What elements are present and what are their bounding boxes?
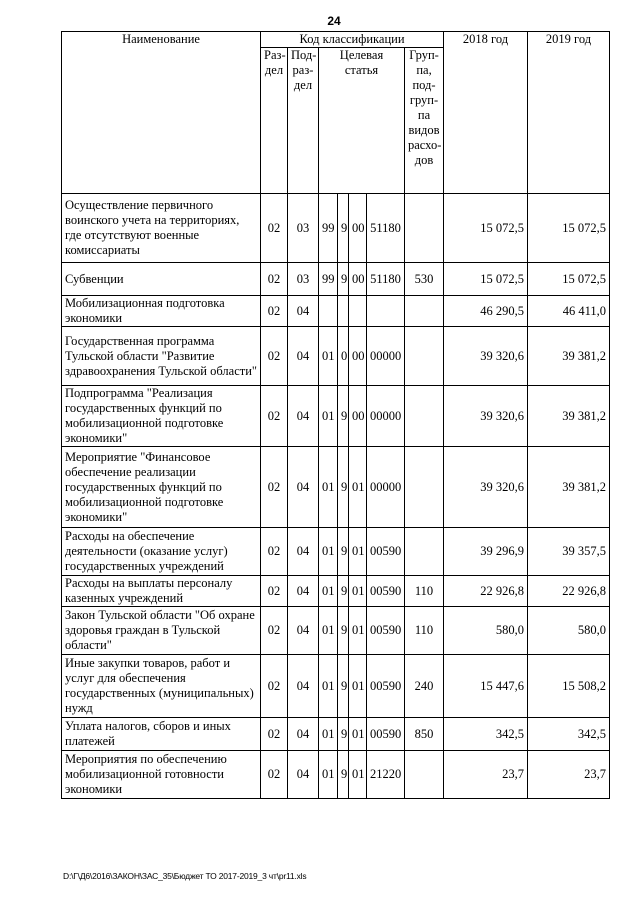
row-name: Уплата налогов, сборов и иных платежей [62, 718, 261, 751]
row-amount-2018: 15 447,6 [444, 655, 528, 718]
row-target-program: 01 [319, 607, 338, 655]
row-target-program: 99 [319, 194, 338, 263]
row-target-subprogram: 9 [338, 718, 349, 751]
file-path-footer: D:\Г\Д6\2016\ЗАКОН\ЗАС_35\Бюджет ТО 2017-2019_3 чт\pr11.xls [63, 871, 307, 881]
row-target-event: 00 [349, 263, 367, 296]
row-target-program: 99 [319, 263, 338, 296]
row-target-event: 01 [349, 447, 367, 528]
row-expense-type: 110 [405, 607, 444, 655]
row-target-subprogram: 9 [338, 528, 349, 576]
row-target-program: 01 [319, 576, 338, 607]
row-section: 02 [261, 194, 288, 263]
header-expense-group: Груп- па, под- груп- па видов расхо- дов [405, 48, 444, 194]
row-target-event: 01 [349, 751, 367, 799]
header-subsection: Под- раз- дел [288, 48, 319, 194]
header-name: Наименование [62, 32, 261, 194]
row-section: 02 [261, 447, 288, 528]
row-amount-2018: 39 296,9 [444, 528, 528, 576]
row-amount-2018: 22 926,8 [444, 576, 528, 607]
row-subsection: 04 [288, 447, 319, 528]
table-row [62, 718, 610, 751]
row-target-program: 01 [319, 718, 338, 751]
row-target-program: 01 [319, 528, 338, 576]
row-name: Мобилизационная подготовка экономики [62, 296, 261, 327]
row-target-event: 01 [349, 576, 367, 607]
row-target-event: 00 [349, 194, 367, 263]
row-target-direction: 21220 [367, 751, 405, 799]
table-row [62, 576, 610, 607]
row-section: 02 [261, 263, 288, 296]
row-subsection: 04 [288, 296, 319, 327]
row-amount-2019: 39 381,2 [528, 447, 610, 528]
row-subsection: 04 [288, 607, 319, 655]
row-expense-type [405, 528, 444, 576]
row-subsection: 04 [288, 576, 319, 607]
row-target-direction: 51180 [367, 263, 405, 296]
row-name: Расходы на обеспечение деятельности (оказание услуг) государственных учреждений [62, 528, 261, 576]
row-target-event: 01 [349, 718, 367, 751]
row-amount-2019: 39 381,2 [528, 386, 610, 447]
row-target-subprogram: 9 [338, 194, 349, 263]
row-target-direction: 00590 [367, 528, 405, 576]
row-amount-2019: 46 411,0 [528, 296, 610, 327]
row-amount-2019: 15 508,2 [528, 655, 610, 718]
row-target-event: 00 [349, 386, 367, 447]
row-amount-2018: 39 320,6 [444, 447, 528, 528]
row-expense-type: 850 [405, 718, 444, 751]
row-section: 02 [261, 718, 288, 751]
row-expense-type [405, 296, 444, 327]
row-target-event: 01 [349, 655, 367, 718]
row-amount-2019: 39 381,2 [528, 327, 610, 386]
row-name: Закон Тульской области "Об охране здоровья граждан в Тульской области" [62, 607, 261, 655]
table-row [62, 327, 610, 386]
row-expense-type [405, 386, 444, 447]
page-number: 24 [327, 14, 341, 28]
row-target-direction: 00590 [367, 718, 405, 751]
row-target-direction [367, 296, 405, 327]
table-row [62, 751, 610, 799]
row-section: 02 [261, 751, 288, 799]
row-amount-2018: 39 320,6 [444, 386, 528, 447]
table-row [62, 528, 610, 576]
row-name: Субвенции [62, 263, 261, 296]
table-row [62, 447, 610, 528]
row-expense-type: 240 [405, 655, 444, 718]
row-expense-type: 110 [405, 576, 444, 607]
row-section: 02 [261, 607, 288, 655]
table-row [62, 263, 610, 296]
row-amount-2018: 15 072,5 [444, 194, 528, 263]
row-target-program: 01 [319, 655, 338, 718]
row-target-subprogram: 9 [338, 607, 349, 655]
row-section: 02 [261, 528, 288, 576]
row-amount-2019: 39 357,5 [528, 528, 610, 576]
row-expense-type [405, 751, 444, 799]
row-name: Осуществление первичного воинского учета на территориях, где отсутствуют военные комиссариаты [62, 194, 261, 263]
row-target-event: 00 [349, 327, 367, 386]
row-amount-2019: 23,7 [528, 751, 610, 799]
row-target-direction: 00590 [367, 655, 405, 718]
row-target-event: 01 [349, 607, 367, 655]
row-amount-2018: 46 290,5 [444, 296, 528, 327]
row-amount-2019: 580,0 [528, 607, 610, 655]
row-target-subprogram: 9 [338, 751, 349, 799]
row-amount-2019: 342,5 [528, 718, 610, 751]
row-target-event [349, 296, 367, 327]
row-target-direction: 00590 [367, 576, 405, 607]
row-subsection: 04 [288, 718, 319, 751]
row-target-program: 01 [319, 751, 338, 799]
row-amount-2018: 15 072,5 [444, 263, 528, 296]
row-section: 02 [261, 655, 288, 718]
row-target-subprogram: 9 [338, 386, 349, 447]
row-amount-2019: 15 072,5 [528, 263, 610, 296]
row-name: Мероприятие "Финансовое обеспечение реализации государственных функций по мобилизационной подготовке экономики" [62, 447, 261, 528]
row-target-subprogram: 9 [338, 655, 349, 718]
row-expense-type: 530 [405, 263, 444, 296]
table-row [62, 194, 610, 263]
header-section: Раз- дел [261, 48, 288, 194]
row-section: 02 [261, 296, 288, 327]
row-target-direction: 00590 [367, 607, 405, 655]
row-expense-type [405, 447, 444, 528]
row-amount-2018: 23,7 [444, 751, 528, 799]
row-expense-type [405, 194, 444, 263]
row-subsection: 04 [288, 655, 319, 718]
table-row [62, 607, 610, 655]
row-target-subprogram: 0 [338, 327, 349, 386]
row-subsection: 03 [288, 263, 319, 296]
row-name: Подпрограмма "Реализация государственных функций по мобилизационной подготовке экономики" [62, 386, 261, 447]
table-row [62, 386, 610, 447]
row-target-event: 01 [349, 528, 367, 576]
header-year-2019: 2019 год [528, 32, 610, 194]
row-subsection: 04 [288, 528, 319, 576]
row-subsection: 04 [288, 386, 319, 447]
row-amount-2018: 39 320,6 [444, 327, 528, 386]
row-target-program [319, 296, 338, 327]
row-target-program: 01 [319, 447, 338, 528]
row-name: Мероприятия по обеспечению мобилизационной готовности экономики [62, 751, 261, 799]
row-target-direction: 51180 [367, 194, 405, 263]
row-amount-2019: 15 072,5 [528, 194, 610, 263]
row-target-subprogram [338, 296, 349, 327]
row-expense-type [405, 327, 444, 386]
row-target-program: 01 [319, 327, 338, 386]
row-amount-2018: 342,5 [444, 718, 528, 751]
header-classification: Код классификации [261, 32, 444, 48]
row-subsection: 04 [288, 751, 319, 799]
row-section: 02 [261, 386, 288, 447]
row-amount-2019: 22 926,8 [528, 576, 610, 607]
table-row [62, 655, 610, 718]
row-name: Расходы на выплаты персоналу казенных учреждений [62, 576, 261, 607]
row-target-subprogram: 9 [338, 576, 349, 607]
row-target-direction: 00000 [367, 447, 405, 528]
row-section: 02 [261, 576, 288, 607]
table-row [62, 296, 610, 327]
row-target-subprogram: 9 [338, 263, 349, 296]
row-target-direction: 00000 [367, 327, 405, 386]
row-name: Государственная программа Тульской области "Развитие здравоохранения Тульской области" [62, 327, 261, 386]
row-amount-2018: 580,0 [444, 607, 528, 655]
row-subsection: 04 [288, 327, 319, 386]
header-target-article: Целевая статья [319, 48, 405, 194]
row-subsection: 03 [288, 194, 319, 263]
row-section: 02 [261, 327, 288, 386]
row-target-direction: 00000 [367, 386, 405, 447]
header-year-2018: 2018 год [444, 32, 528, 194]
row-target-subprogram: 9 [338, 447, 349, 528]
budget-table [61, 31, 610, 799]
row-name: Иные закупки товаров, работ и услуг для обеспечения государственных (муниципальных) нужд [62, 655, 261, 718]
row-target-program: 01 [319, 386, 338, 447]
